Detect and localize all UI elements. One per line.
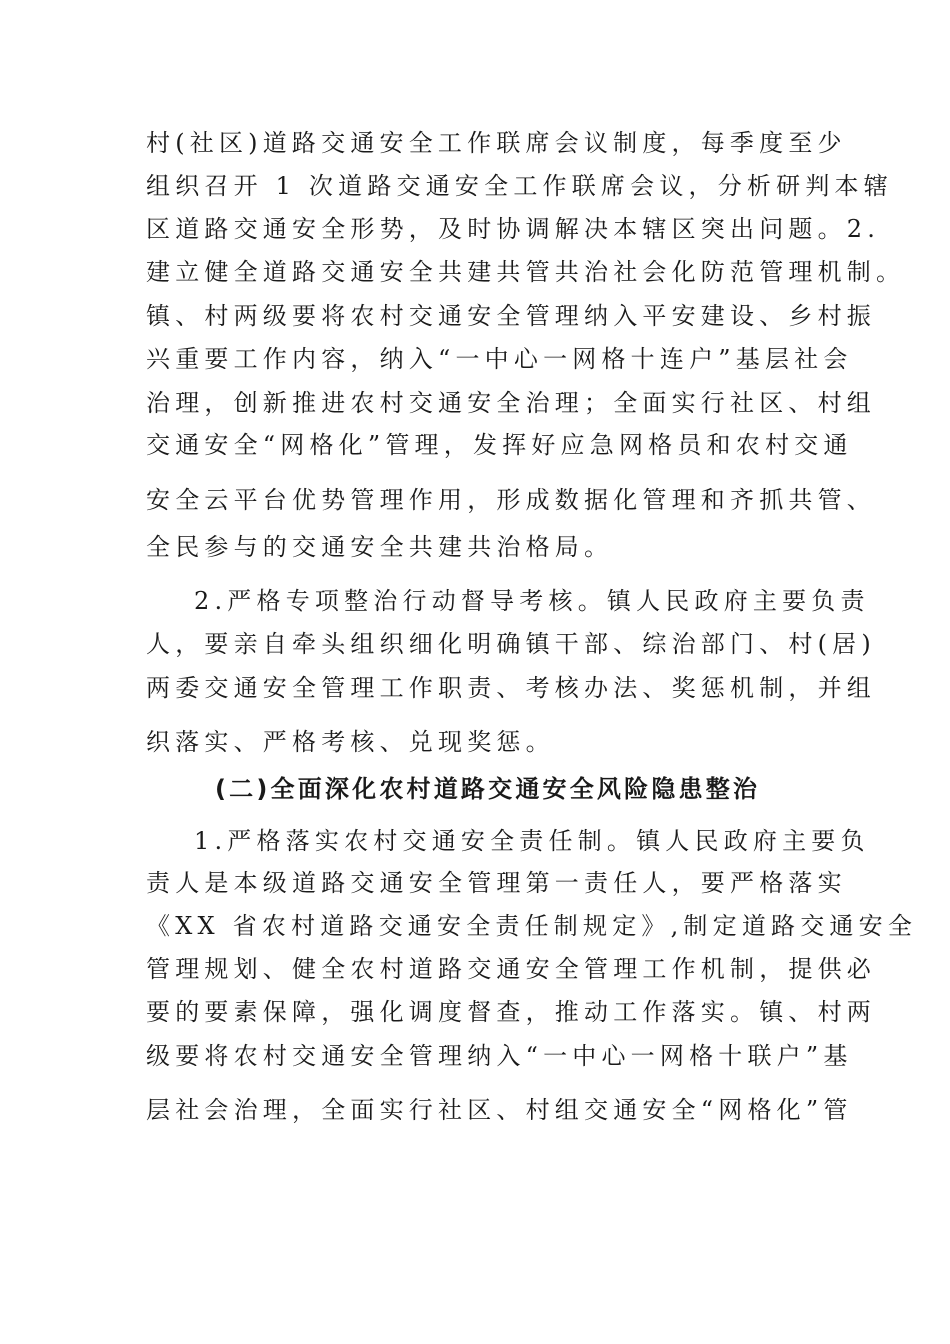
text-line: 责人是本级道路交通安全管理第一责任人，要严格落实 (146, 869, 847, 897)
text-line: 兴重要工作内容，纳入“一中心一网格十连户”基层社会 (146, 345, 853, 373)
section-heading: (二)全面深化农村道路交通安全风险隐患整治 (215, 775, 761, 803)
text-line: 村(社区)道路交通安全工作联席会议制度，每季度至少 (146, 129, 847, 157)
text-line: 管理规划、健全农村道路交通安全管理工作机制，提供必 (146, 955, 876, 983)
text-line: 级要将农村交通安全管理纳入“一中心一网格十联户”基 (146, 1042, 853, 1070)
paragraph-start: 1.严格落实农村交通安全责任制。镇人民政府主要负 (194, 827, 870, 855)
text-line: 《XX 省农村道路交通安全责任制规定》,制定道路交通安全 (146, 912, 918, 940)
text-line: 要的要素保障，强化调度督查，推动工作落实。镇、村两 (146, 998, 876, 1026)
text-line: 织落实、严格考核、兑现奖惩。 (146, 728, 555, 756)
paragraph-start: 2.严格专项整治行动督导考核。镇人民政府主要负责 (194, 587, 870, 615)
text-line: 全民参与的交通安全共建共治格局。 (146, 533, 614, 561)
text-line: 组织召开 1 次道路交通安全工作联席会议，分析研判本辖 (146, 172, 893, 200)
text-line: 交通安全“网格化”管理，发挥好应急网格员和农村交通 (146, 431, 853, 459)
text-line: 区道路交通安全形势，及时协调解决本辖区突出问题。2. (146, 215, 881, 243)
text-line: 层社会治理，全面实行社区、村组交通安全“网格化”管 (146, 1096, 853, 1124)
text-line: 人，要亲自牵头组织细化明确镇干部、综治部门、村(居) (146, 630, 876, 658)
text-line: 两委交通安全管理工作职责、考核办法、奖惩机制，并组 (146, 674, 876, 702)
text-line: 镇、村两级要将农村交通安全管理纳入平安建设、乡村振 (146, 302, 876, 330)
text-line: 建立健全道路交通安全共建共管共治社会化防范管理机制。 (146, 258, 906, 286)
text-line: 治理，创新推进农村交通安全治理；全面实行社区、村组 (146, 389, 876, 417)
text-line: 安全云平台优势管理作用，形成数据化管理和齐抓共管、 (146, 486, 876, 514)
